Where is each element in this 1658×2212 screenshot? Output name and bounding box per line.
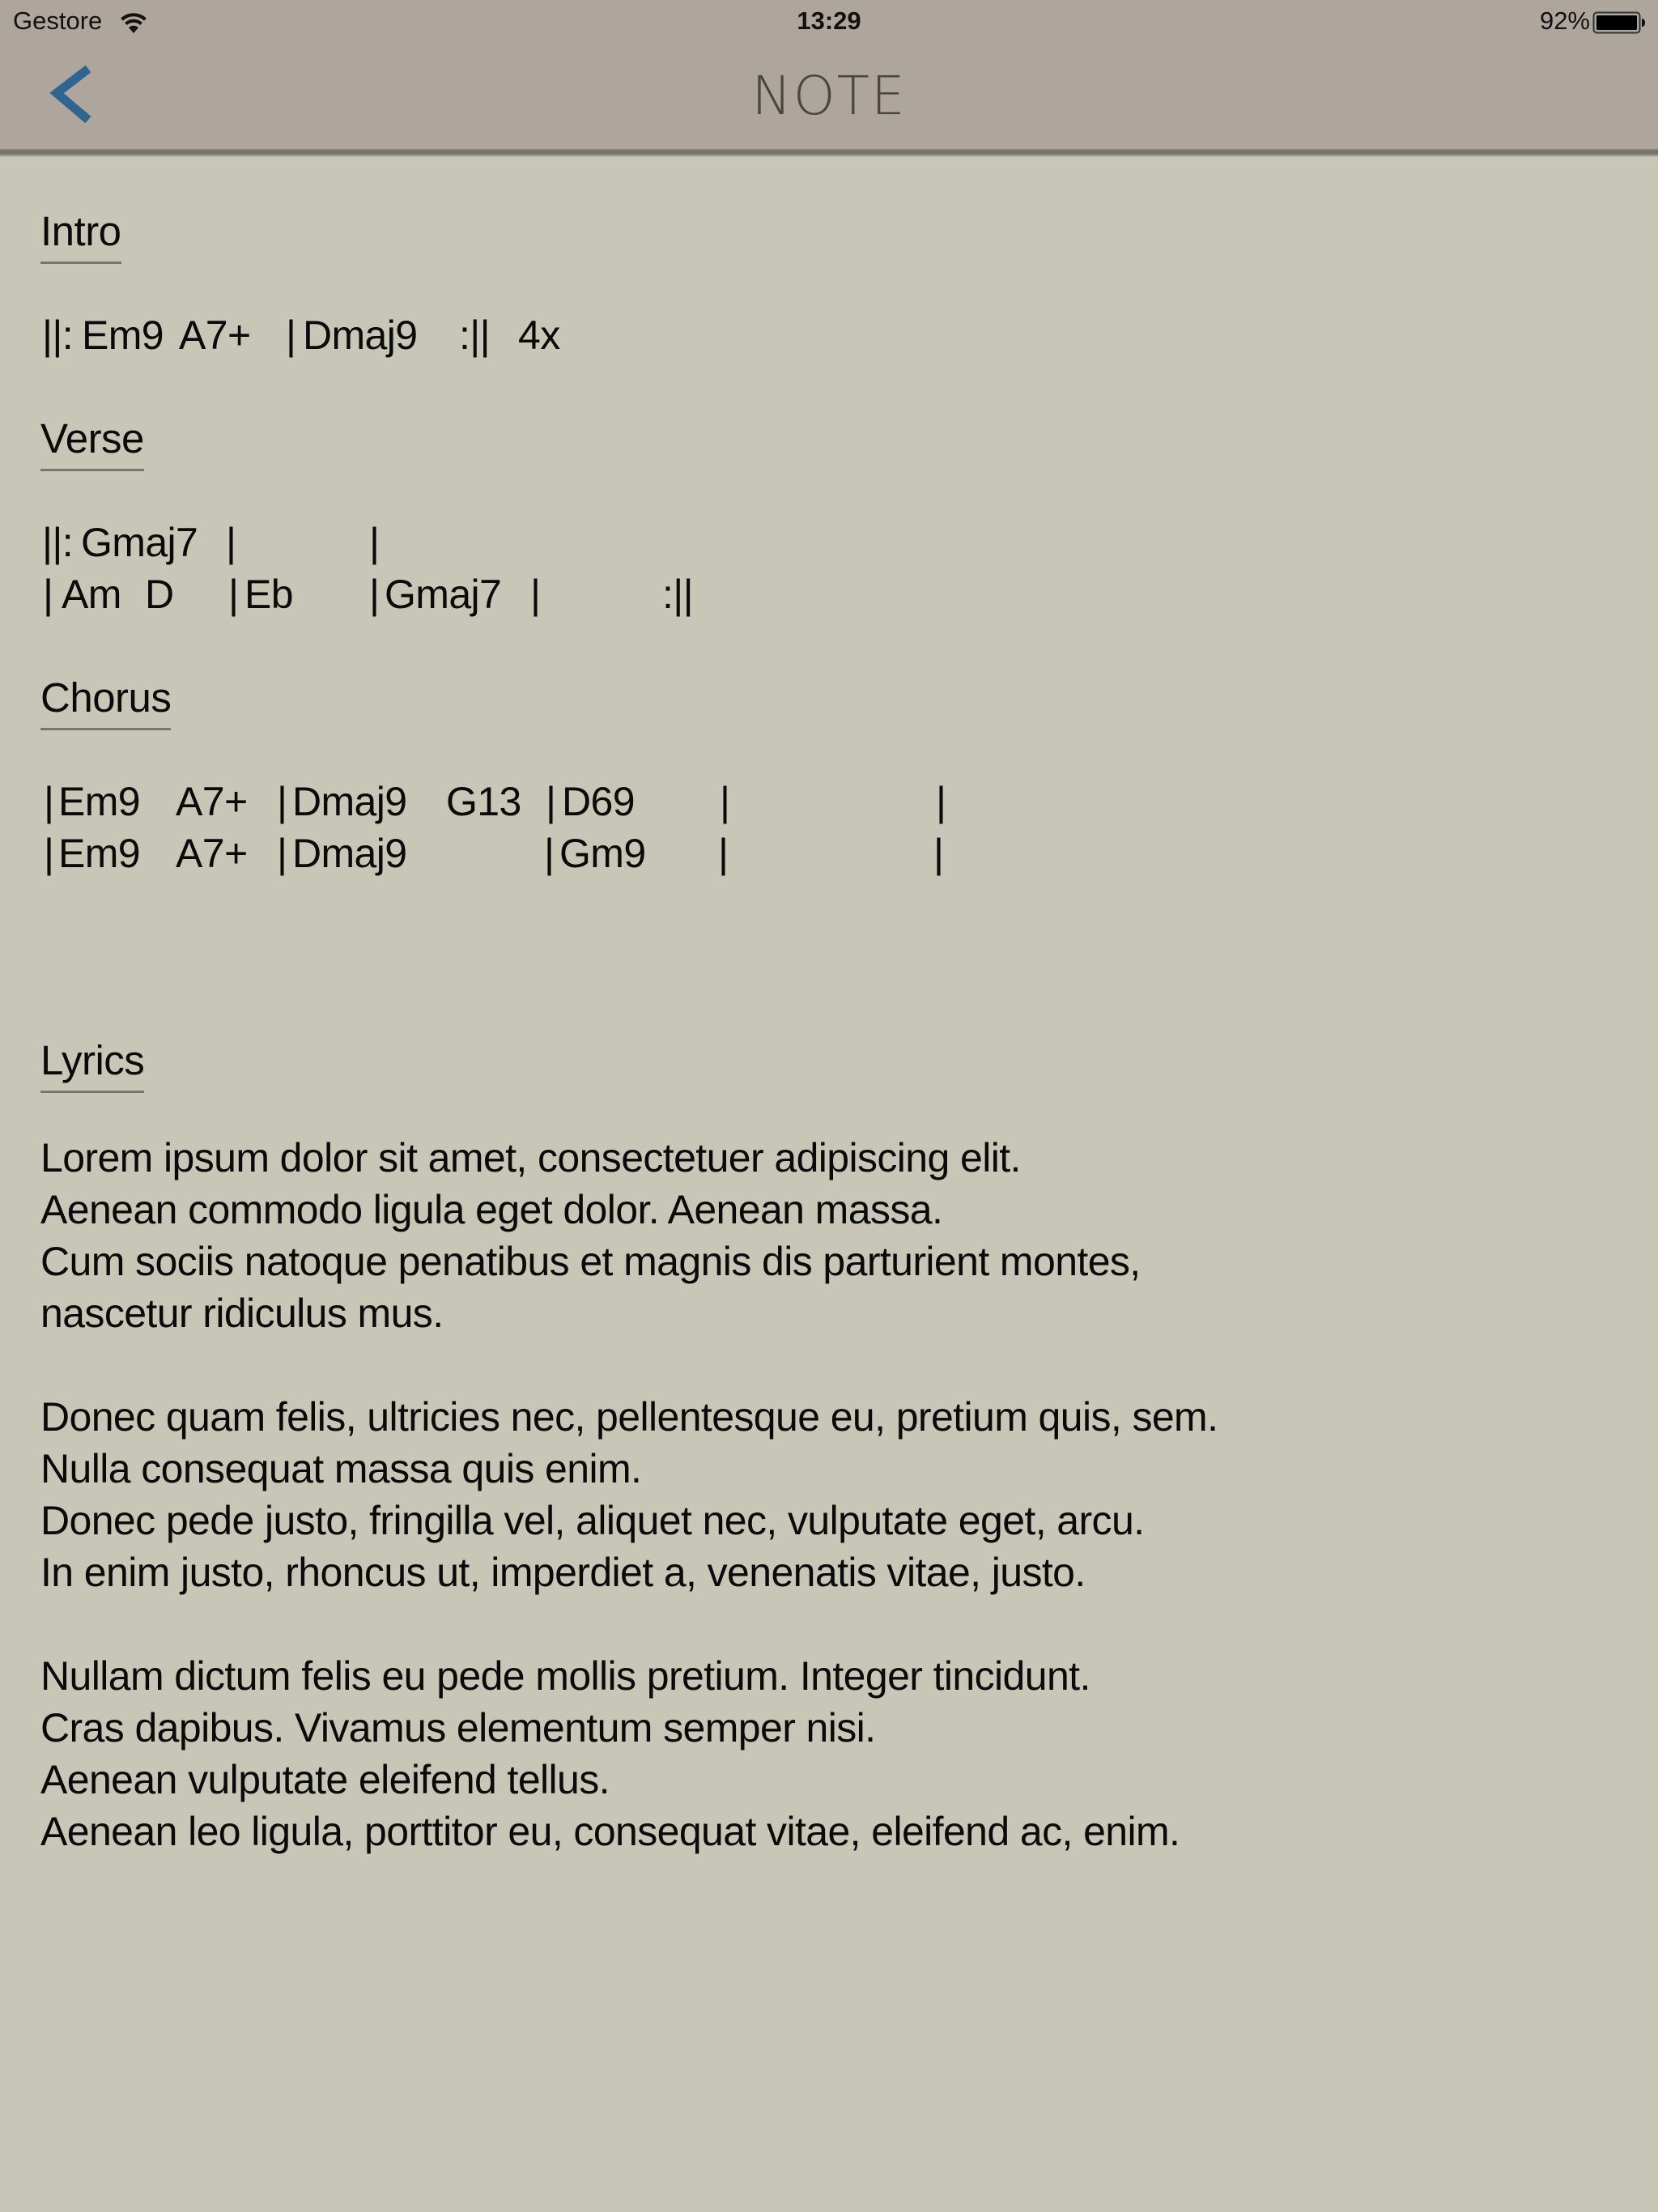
section-heading-chorus [40,672,171,724]
bar-line: | [720,779,730,824]
lyric-line: Cras dapibus. Vivamus elementum semper nisi. [40,1705,876,1750]
lyric-line: Nullam dictum felis eu pede mollis pretium. Integer tincidunt. [40,1653,1090,1699]
lyric-line: Donec pede justo, fringilla vel, aliquet nec, vulputate eget, arcu. [40,1498,1145,1543]
battery-percentage: 92% [1539,6,1590,35]
heading-label: Verse [40,415,144,462]
bar-line: | [277,831,287,876]
section-heading-lyrics [40,1035,144,1087]
lyric-line: In enim justo, rhoncus ut, imperdiet a, venenatis vitae, justo. [40,1550,1086,1595]
heading-label: Lyrics [40,1037,145,1083]
bar-line: | [44,831,54,876]
chord: Em9 [58,779,141,824]
bar-line: | [286,313,296,358]
chord: D69 [562,779,635,824]
navigation-header [0,0,1658,151]
bar-line: | [228,572,239,617]
lyric-line: Nulla consequat massa quis enim. [40,1446,642,1491]
lyric-line: Aenean leo ligula, porttitor eu, consequat vitae, eleifend ac, enim. [40,1809,1180,1854]
bar-line: ||: [42,520,74,565]
chord: Em9 [82,313,164,358]
lyric-line: Aenean commodo ligula eget dolor. Aenean massa. [40,1187,943,1232]
bar-line: | [369,572,380,617]
chord: G13 [446,779,521,824]
chord: Am [62,572,121,617]
bar-line: | [226,520,236,565]
lyric-line: Donec quam felis, ultricies nec, pellentesque eu, pretium quis, sem. [40,1394,1218,1440]
bar-line: | [530,572,541,617]
chord: A7+ [176,779,248,824]
bar-line: :|| [459,313,491,358]
bar-line: | [277,779,287,824]
heading-underline [40,728,171,730]
header-divider [0,149,1658,157]
chord: Gmaj7 [81,520,198,565]
lyric-line: Lorem ipsum dolor sit amet, consectetuer adipiscing elit. [40,1135,1021,1180]
heading-underline [40,469,144,471]
chord: Dmaj9 [303,313,418,358]
chord: D [145,572,174,617]
chord: Gm9 [559,831,646,876]
heading-underline [40,1091,144,1093]
bar-line: | [936,779,946,824]
bar-line: | [369,520,380,565]
bar-line: | [43,572,53,617]
chord: Eb [244,572,293,617]
chord: A7+ [176,831,248,876]
chord: A7+ [179,313,251,358]
chord: 4x [518,313,560,358]
chord: Dmaj9 [292,779,407,824]
clock: 13:29 [797,6,861,35]
chord: Dmaj9 [292,831,407,876]
bar-line: :|| [662,572,694,617]
page-title: NOTE [751,65,907,127]
bar-line: | [544,831,555,876]
bar-line: | [718,831,729,876]
heading-label: Intro [40,208,121,254]
chord: Em9 [58,831,141,876]
status-bar [0,0,1658,44]
section-heading-verse [40,413,144,465]
lyric-line: nascetur ridiculus mus. [40,1291,444,1336]
lyric-line: Cum sociis natoque penatibus et magnis dis parturient montes, [40,1239,1141,1284]
heading-underline [40,262,121,264]
bar-line: ||: [42,313,74,358]
section-heading-intro [40,206,121,257]
battery-icon [1592,11,1646,34]
bar-line: | [933,831,944,876]
chord: Gmaj7 [385,572,502,617]
lyric-line: Aenean vulputate eleifend tellus. [40,1757,610,1802]
carrier-name: Gestore [13,6,103,35]
bar-line: | [44,779,54,824]
heading-label: Chorus [40,674,172,721]
bar-line: | [546,779,556,824]
